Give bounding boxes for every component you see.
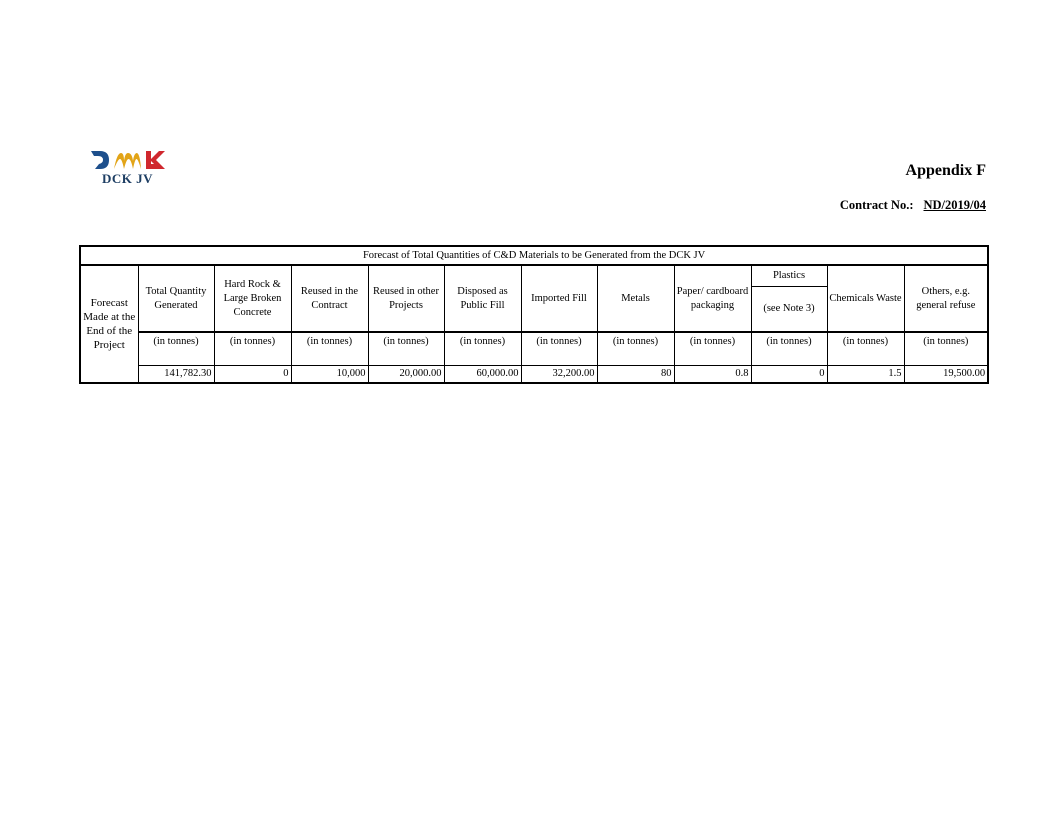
col-header-public-fill: Disposed as Public Fill: [444, 265, 521, 332]
contract-line: [840, 198, 986, 213]
value-cell: 1.5: [827, 366, 904, 384]
unit-cell: (in tonnes): [214, 332, 291, 366]
table-title: Forecast of Total Quantities of C&D Materials to be Generated from the DCK JV: [80, 246, 988, 265]
value-cell: 141,782.30: [138, 366, 214, 384]
col-header-others: Others, e.g. general refuse: [904, 265, 988, 332]
col-header-plastics: Plastics: [751, 265, 827, 287]
col-header-paper: Paper/ cardboard packaging: [674, 265, 751, 332]
value-cell: 19,500.00: [904, 366, 988, 384]
unit-cell: (in tonnes): [291, 332, 368, 366]
unit-cell: (in tonnes): [751, 332, 827, 366]
logo-d-mark: [91, 151, 109, 169]
value-cell: 60,000.00: [444, 366, 521, 384]
value-cell: 0: [751, 366, 827, 384]
unit-cell: (in tonnes): [521, 332, 597, 366]
value-cell: 20,000.00: [368, 366, 444, 384]
col-header-total-quantity: Total Quantity Generated: [138, 265, 214, 332]
logo-text: DCK JV: [102, 171, 154, 186]
unit-cell: (in tonnes): [138, 332, 214, 366]
unit-cell: (in tonnes): [674, 332, 751, 366]
col-header-reused-contract: Reused in the Contract: [291, 265, 368, 332]
contract-label: Contract No.:: [839, 198, 914, 212]
logo-k-mark: [146, 151, 165, 169]
col-header-reused-other: Reused in other Projects: [368, 265, 444, 332]
dck-logo: [88, 149, 168, 189]
unit-cell: (in tonnes): [444, 332, 521, 366]
value-cell: 0.8: [674, 366, 751, 384]
col-header-hard-rock: Hard Rock & Large Broken Concrete: [214, 265, 291, 332]
col-header-imported-fill: Imported Fill: [521, 265, 597, 332]
col-header-metals: Metals: [597, 265, 674, 332]
col-subheader-plastics: (see Note 3): [751, 287, 827, 333]
value-cell: 0: [214, 366, 291, 384]
unit-cell: (in tonnes): [827, 332, 904, 366]
value-cell: 10,000: [291, 366, 368, 384]
col-header-chemicals: Chemicals Waste: [827, 265, 904, 332]
value-cell: 32,200.00: [521, 366, 597, 384]
logo-c-mark: [114, 153, 141, 169]
contract-number: ND/2019/04: [923, 198, 986, 212]
row-header: Forecast Made at the End of the Project: [80, 265, 138, 383]
unit-cell: (in tonnes): [904, 332, 988, 366]
unit-cell: (in tonnes): [368, 332, 444, 366]
appendix-title: Appendix F: [905, 162, 986, 179]
unit-cell: (in tonnes): [597, 332, 674, 366]
value-cell: 80: [597, 366, 674, 384]
forecast-table: [79, 245, 989, 384]
